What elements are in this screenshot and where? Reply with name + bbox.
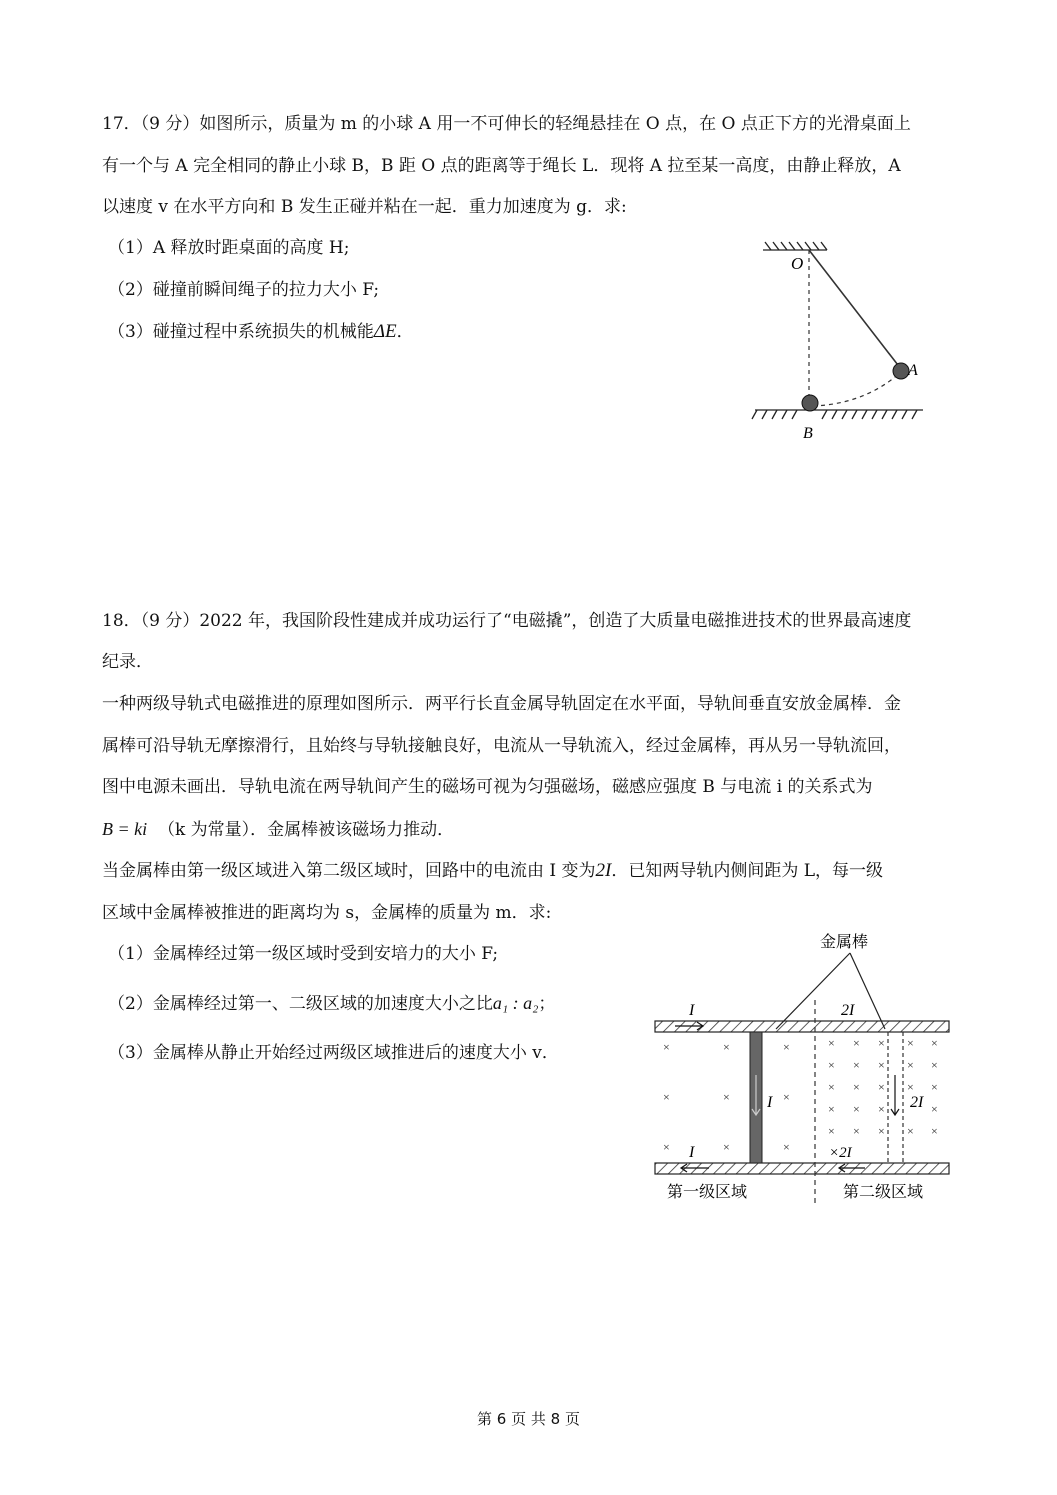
label-metal-rod: 金属棒 <box>820 934 869 951</box>
ball-b-icon <box>802 395 818 411</box>
q18-line-7-text: 当金属棒由第一级区域进入第二级区域时，回路中的电流由 I 变为 <box>102 861 596 881</box>
q17-line-1: 17．（9 分）如图所示，质量为 m 的小球 A 用一不可伸长的轻绳悬挂在 O 点，在 O 点正下方的光滑桌面上 <box>102 114 911 134</box>
q18-line-8: 区域中金属棒被推进的距离均为 s，金属棒的质量为 m．求: <box>102 903 552 923</box>
svg-text:×: × <box>907 1080 914 1094</box>
svg-text:×: × <box>878 1036 885 1050</box>
svg-text:×: × <box>878 1102 885 1116</box>
svg-text:×: × <box>828 1124 835 1138</box>
label-i-bottom: I <box>689 1144 695 1161</box>
label-i-rod: I <box>767 1094 773 1111</box>
svg-text:×: × <box>828 1036 835 1050</box>
q17-line-2: 有一个与 A 完全相同的静止小球 B，B 距 O 点的距离等于绳长 L．现将 A 拉至某一高度，由静止释放，A <box>102 156 901 176</box>
svg-text:×: × <box>828 1058 835 1072</box>
svg-text:×: × <box>783 1140 790 1154</box>
q18-line-6 <box>102 817 454 842</box>
swing-arc <box>813 372 901 406</box>
svg-text:×: × <box>853 1102 860 1116</box>
q18-sub-1: （1）金属棒经过第一级区域时受到安培力的大小 F; <box>108 944 499 964</box>
svg-text:×: × <box>783 1090 790 1104</box>
ceiling-support <box>763 242 827 250</box>
svg-text:×: × <box>853 1080 860 1094</box>
svg-text:×: × <box>663 1040 670 1054</box>
svg-text:×: × <box>828 1102 835 1116</box>
svg-text:×: × <box>853 1124 860 1138</box>
label-i-top: I <box>689 1002 695 1019</box>
q18-sub-2-math: a₁ : a₂ <box>492 993 539 1013</box>
q18-sub-3: （3）金属棒从静止开始经过两级区域推进后的速度大小 v． <box>108 1043 559 1063</box>
q18-line-6-text: （k 为常量）．金属棒被该磁场力推动． <box>157 820 455 840</box>
q17-sub-3-text: （3）碰撞过程中系统损失的机械能 <box>108 322 374 342</box>
svg-text:×: × <box>931 1124 938 1138</box>
label-zone-1: 第一级区域 <box>667 1184 748 1201</box>
q17-sub-1: （1）A 释放时距桌面的高度 H; <box>108 238 350 258</box>
svg-text:×: × <box>931 1102 938 1116</box>
rope <box>809 250 901 369</box>
railgun-figure <box>645 925 955 1215</box>
svg-text:×: × <box>723 1140 730 1154</box>
svg-text:×: × <box>663 1090 670 1104</box>
q17-sub-3-math: ΔE <box>373 321 397 342</box>
q18-sub-2 <box>108 991 555 1016</box>
svg-text:×: × <box>723 1090 730 1104</box>
q18-line-6-math: B = ki <box>102 819 148 839</box>
label-2i-right: 2I <box>910 1094 924 1111</box>
label-zone-2: 第二级区域 <box>843 1184 924 1201</box>
svg-text:×: × <box>853 1036 860 1050</box>
q18-sub-2-text: （2）金属棒经过第一、二级区域的加速度大小之比 <box>108 994 493 1014</box>
svg-text:×: × <box>878 1124 885 1138</box>
svg-text:×: × <box>723 1040 730 1054</box>
svg-text:×: × <box>853 1058 860 1072</box>
q18-line-2: 纪录． <box>102 652 153 672</box>
q17-sub-3 <box>108 320 414 344</box>
svg-text:×: × <box>931 1058 938 1072</box>
svg-text:×: × <box>828 1080 835 1094</box>
svg-text:×: × <box>663 1140 670 1154</box>
pendulum-figure <box>745 236 930 446</box>
svg-text:×: × <box>783 1040 790 1054</box>
q18-line-5: 图中电源未画出．导轨电流在两导轨间产生的磁场可视为匀强磁场，磁感应强度 B 与电流 i 的关系式为 <box>102 777 873 797</box>
svg-text:×: × <box>907 1124 914 1138</box>
label-a: A <box>908 362 918 379</box>
q18-line-3: 一种两级导轨式电磁推进的原理如图所示．两平行长直金属导轨固定在水平面，导轨间垂直安放金属棒．金 <box>102 694 901 714</box>
pointer-line-left <box>776 953 850 1029</box>
svg-text:×: × <box>878 1058 885 1072</box>
svg-text:×: × <box>878 1080 885 1094</box>
label-2i-top: 2I <box>841 1002 855 1019</box>
pointer-line-right <box>850 953 885 1029</box>
arrow-zone2-down-icon <box>891 1075 899 1115</box>
q17-sub-3-end: ． <box>396 322 414 342</box>
ball-a-icon <box>893 363 909 379</box>
svg-text:×: × <box>931 1036 938 1050</box>
label-o: O <box>791 254 804 273</box>
svg-text:×: × <box>907 1058 914 1072</box>
q18-line-4: 属棒可沿导轨无摩擦滑行，且始终与导轨接触良好，电流从一导轨流入，经过金属棒，再从另一导轨流回， <box>102 736 901 756</box>
page-footer: 第 6 页 共 8 页 <box>477 1410 580 1428</box>
q17-line-3: 以速度 v 在水平方向和 B 发生正碰并粘在一起．重力加速度为 g．求: <box>102 197 627 217</box>
q18-sub-2-end: ； <box>538 994 556 1014</box>
q18-line-1: 18．（9 分）2022 年，我国阶段性建成并成功运行了“电磁撬”，创造了大质量电磁推进技术的世界最高速度 <box>102 611 912 631</box>
svg-text:×: × <box>931 1080 938 1094</box>
svg-text:×: × <box>907 1036 914 1050</box>
table-surface <box>752 410 923 419</box>
q18-line-7-math: 2I <box>595 860 612 881</box>
q18-line-7 <box>102 859 883 883</box>
q18-line-7-end: ．已知两导轨内侧间距为 L，每一级 <box>611 861 884 881</box>
field-crosses-zone-2 <box>828 1036 938 1138</box>
q17-sub-2: （2）碰撞前瞬间绳子的拉力大小 F; <box>108 280 380 300</box>
label-b: B <box>803 425 813 442</box>
label-2i-bottom: ×2I <box>829 1145 852 1161</box>
